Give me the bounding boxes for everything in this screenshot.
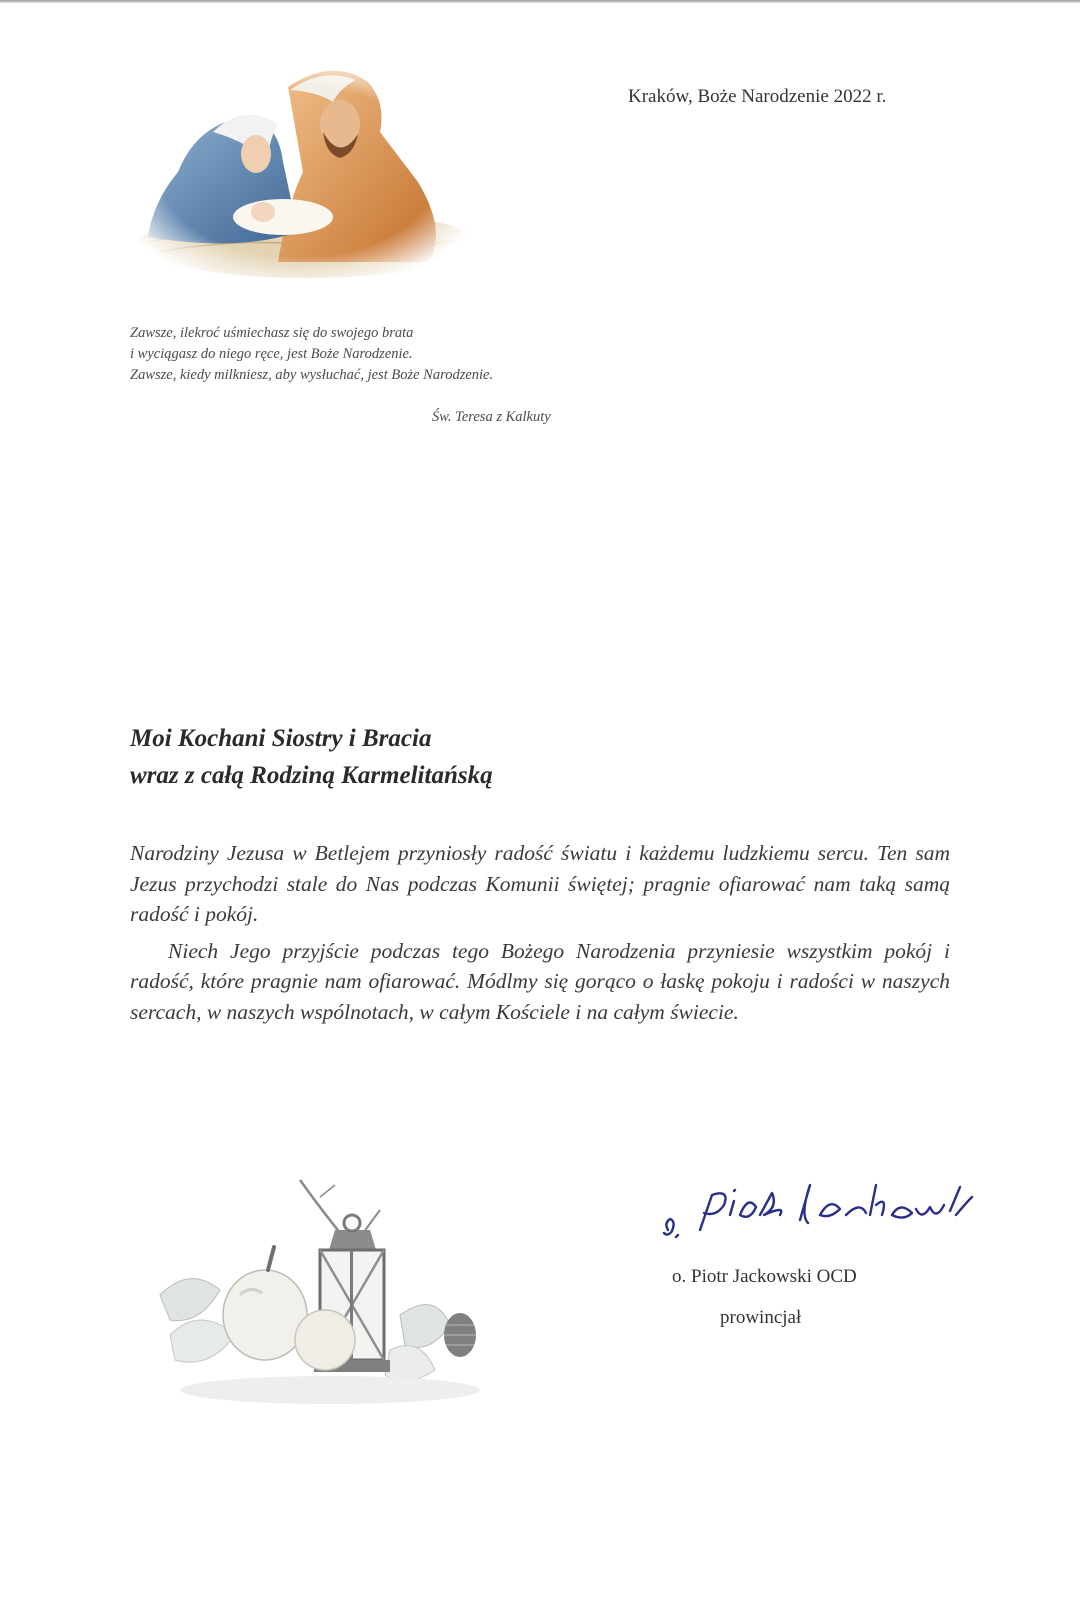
quote	[130, 323, 630, 386]
scan-edge	[0, 0, 1080, 3]
salutation-line-1: Moi Kochani Siostry i Bracia	[130, 725, 432, 752]
paragraph-1: Narodziny Jezusa w Betlejem przyniosły radość światu i każdemu ludzkiemu sercu. Ten sam Jezus przychodzi stale do Nas podczas Komunii świętej; pragnie ofiarować nam taką samą radość i pokój.	[130, 841, 950, 926]
signer-name: o. Piotr Jackowski OCD	[672, 1266, 857, 1287]
nativity-illustration	[118, 62, 478, 282]
handwritten-signature	[660, 1175, 980, 1255]
quote-line: Zawsze, ilekroć uśmiechasz się do swojego brata	[130, 325, 414, 341]
quote-line: i wyciągasz do niego ręce, jest Boże Narodzenie.	[130, 346, 413, 362]
quote-line: Zawsze, kiedy milkniesz, aby wysłuchać, jest Boże Narodzenie.	[130, 367, 494, 383]
letter-body	[130, 838, 950, 1027]
lantern-decoration-illustration	[150, 1175, 510, 1415]
salutation-line-2: wraz z całą Rodziną Karmelitańską	[130, 762, 493, 789]
date-line: Kraków, Boże Narodzenie 2022 r.	[628, 86, 887, 107]
salutation	[130, 720, 493, 794]
paragraph-2: Niech Jego przyjście podczas tego Bożego Narodzenia przyniesie wszystkim pokój i radość, które pragnie nam ofiarować. Módlmy się gorąco o łaskę pokoju i radości w naszych sercach, w naszych wspólnotach, w całym Kościele i na całym świecie.	[130, 938, 950, 1024]
quote-author: Św. Teresa z Kalkuty	[432, 409, 551, 425]
signer-title: prowincjał	[720, 1307, 802, 1328]
